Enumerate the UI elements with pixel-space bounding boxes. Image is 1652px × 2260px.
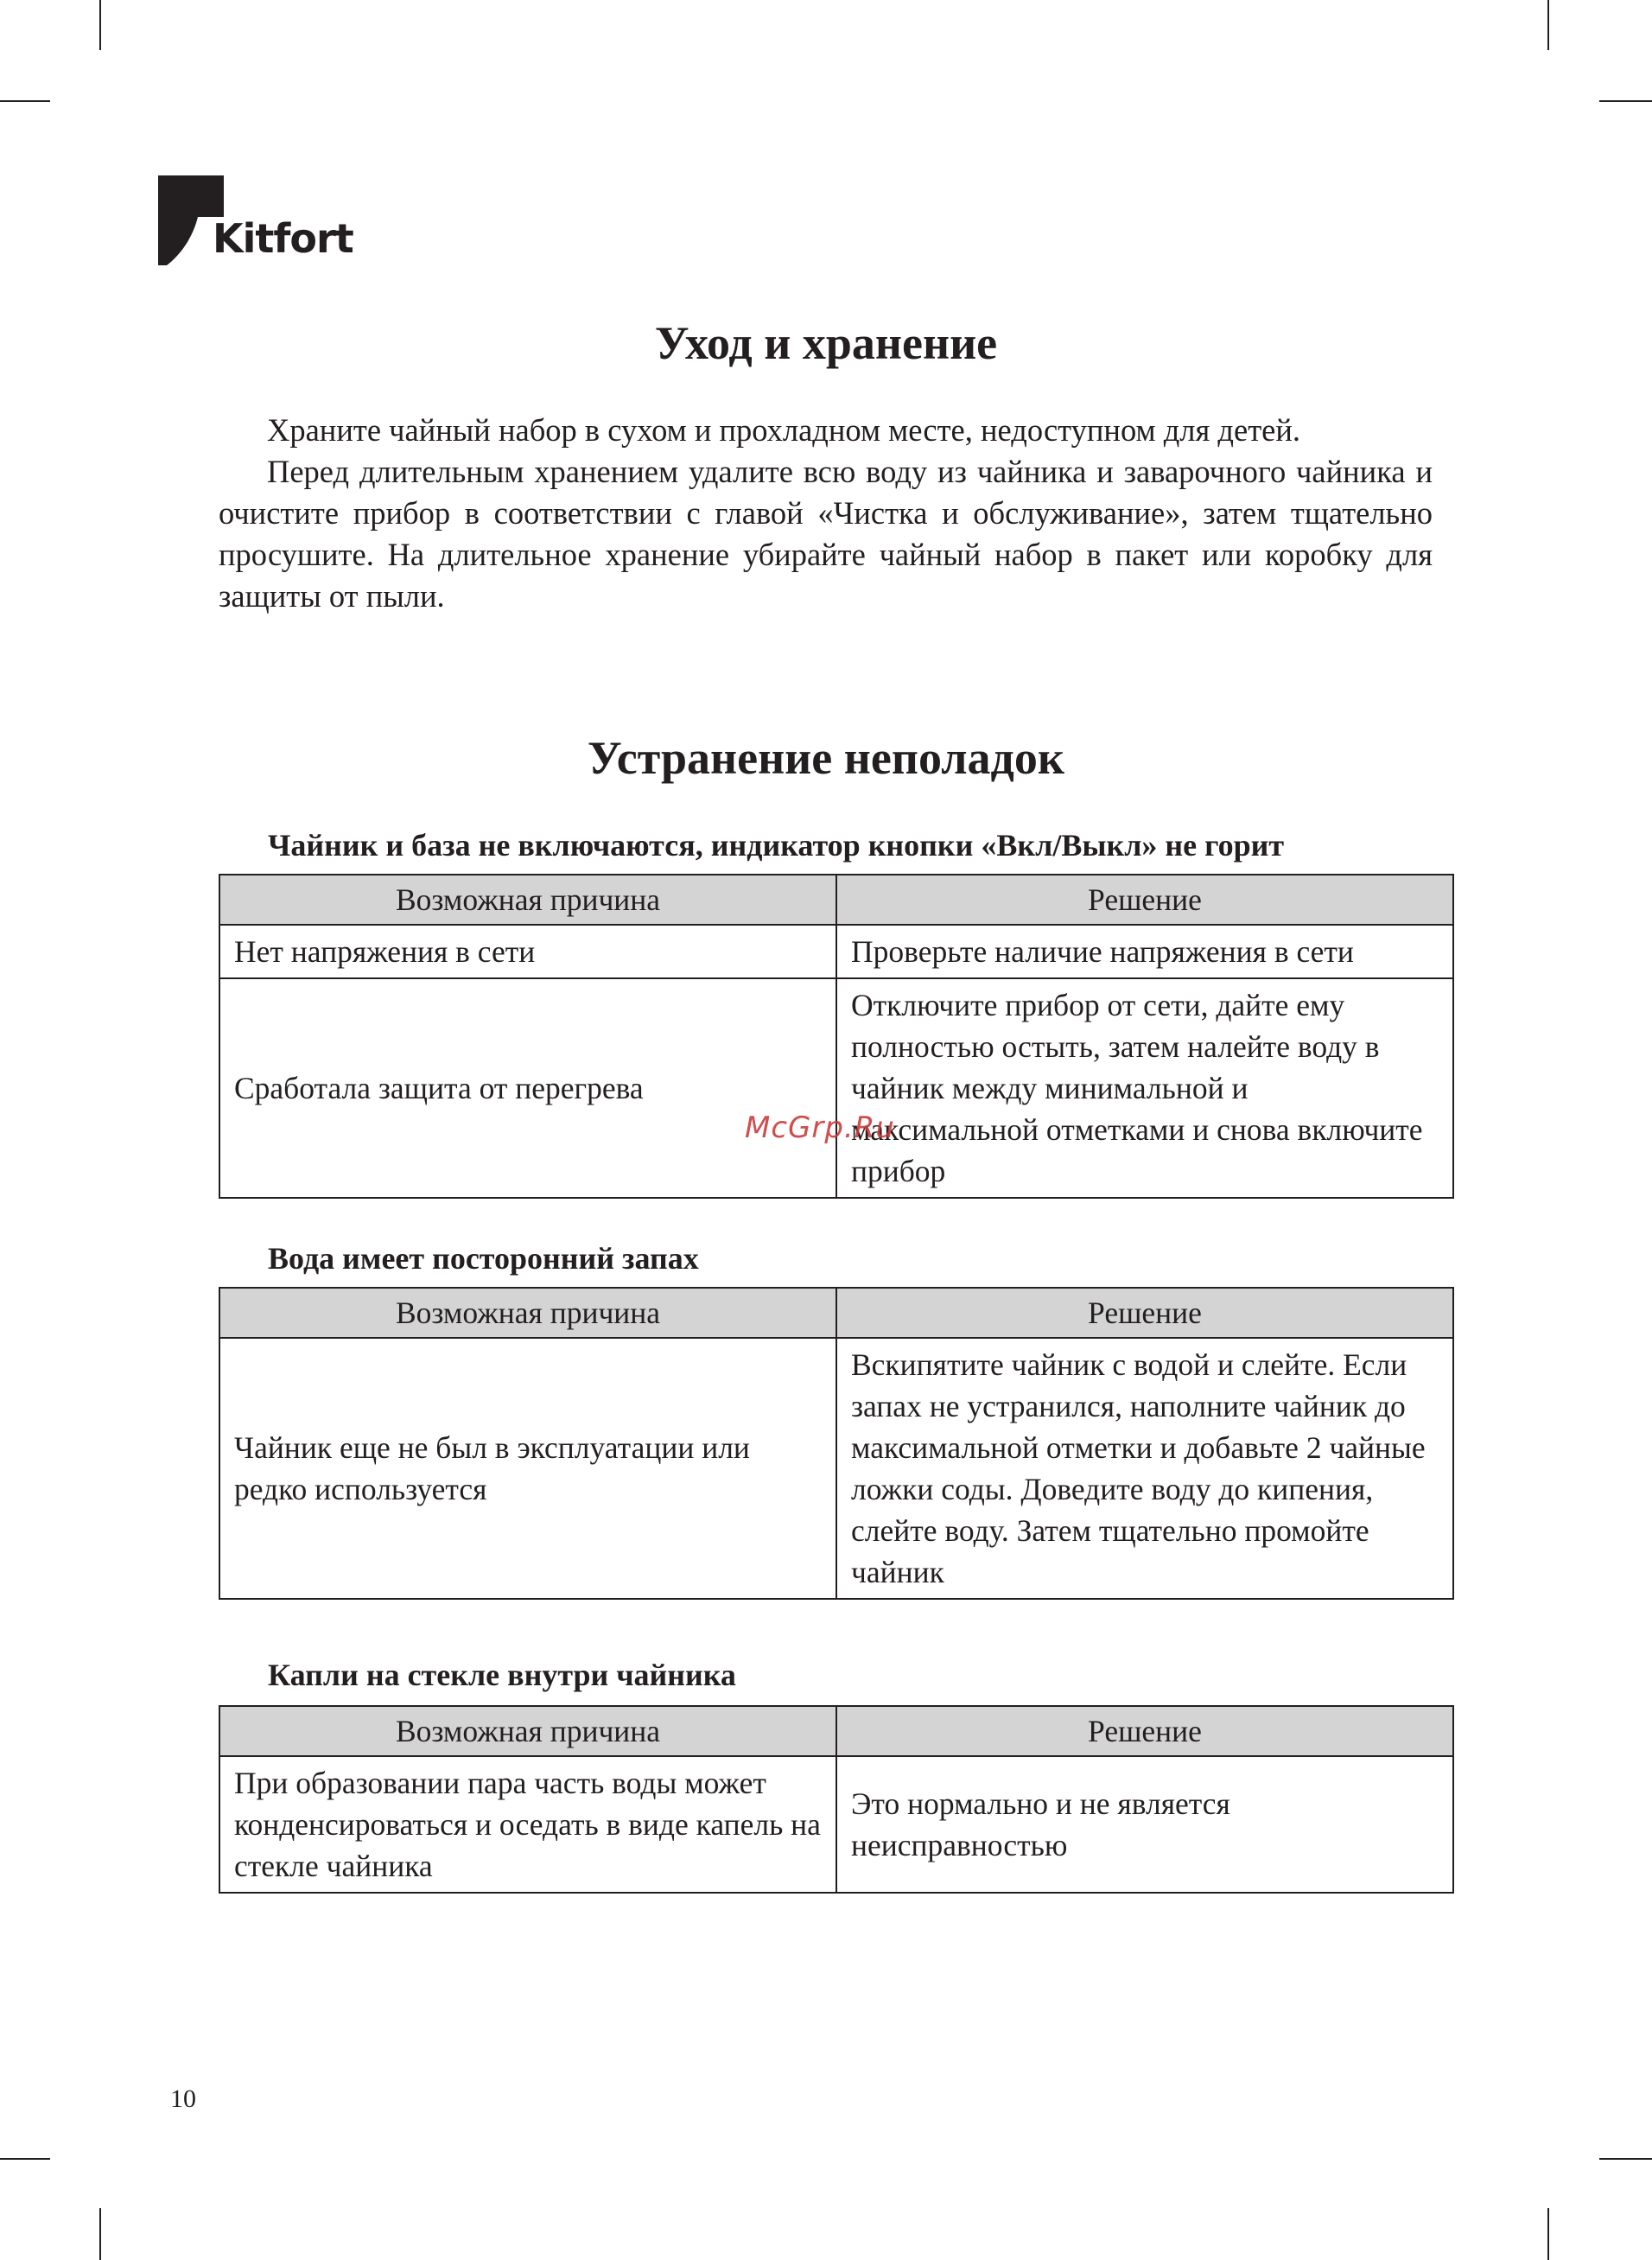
column-header-solution: Решение bbox=[836, 875, 1453, 925]
troubleshooting-table bbox=[219, 1705, 1454, 1894]
crop-mark bbox=[1547, 2208, 1549, 2260]
care-paragraph: Храните чайный набор в сухом и прохладном месте, недоступном для детей. bbox=[267, 412, 1301, 448]
table-row bbox=[219, 1338, 1453, 1599]
crop-mark bbox=[0, 100, 50, 102]
column-header-solution: Решение bbox=[836, 1288, 1453, 1338]
column-header-solution: Решение bbox=[836, 1706, 1453, 1756]
care-title: Уход и хранение bbox=[654, 317, 998, 369]
troubleshooting-title: Устранение неполадок bbox=[588, 732, 1064, 784]
column-header-cause: Возможная причина bbox=[219, 1706, 836, 1756]
table-row bbox=[219, 925, 1453, 978]
cause-cell: Нет напряжения в сети bbox=[219, 925, 836, 978]
column-header-cause: Возможная причина bbox=[219, 875, 836, 925]
crop-mark bbox=[99, 0, 101, 50]
table-header-row bbox=[219, 1288, 1453, 1338]
cause-cell: Сработала защита от перегрева bbox=[219, 978, 836, 1198]
table-heading: Капли на стекле внутри чайника bbox=[268, 1658, 736, 1692]
table-header-row bbox=[219, 1706, 1453, 1756]
cause-cell: Чайник еще не был в эксплуатации или редко используется bbox=[219, 1338, 836, 1599]
solution-cell: Проверьте наличие напряжения в сети bbox=[836, 925, 1453, 978]
crop-mark bbox=[99, 2208, 101, 2260]
page-number: 10 bbox=[170, 2085, 196, 2113]
table-row bbox=[219, 1756, 1453, 1893]
table-heading: Вода имеет посторонний запах bbox=[268, 1241, 699, 1276]
care-paragraph: Перед длительным хранением удалите всю воду из чайника и заварочного чайника и очистите прибор в соответствии с главой «Чистка и обслуживание», затем тщательно просушите. На длительное хранение убирайте чайный набор в пакет или коробку для защиты от пыли. bbox=[219, 454, 1433, 614]
watermark: McGrp.Ru bbox=[745, 1111, 895, 1145]
brand-logo bbox=[158, 175, 353, 271]
crop-mark bbox=[1599, 2158, 1652, 2160]
crop-mark bbox=[0, 2158, 50, 2160]
troubleshooting-table bbox=[219, 874, 1454, 1199]
crop-mark bbox=[1547, 0, 1549, 50]
troubleshooting-table bbox=[219, 1287, 1454, 1600]
care-text bbox=[219, 410, 1433, 617]
column-header-cause: Возможная причина bbox=[219, 1288, 836, 1338]
table-heading: Чайник и база не включаются, индикатор кнопки «Вкл/Выкл» не горит bbox=[268, 828, 1285, 863]
cause-cell: При образовании пара часть воды может конденсироваться и оседать в виде капель на стекле чайника bbox=[219, 1756, 836, 1893]
solution-cell: Это нормально и не является неисправностью bbox=[836, 1756, 1453, 1893]
brand-name: Kitfort bbox=[213, 215, 353, 262]
crop-mark bbox=[1599, 100, 1652, 102]
solution-cell: Вскипятите чайник с водой и слейте. Если запах не устранился, наполните чайник до максимальной отметки и добавьте 2 чайные ложки соды. Доведите воду до кипения, слейте воду. Затем тщательно промойте чайник bbox=[836, 1338, 1453, 1599]
table-header-row bbox=[219, 875, 1453, 925]
table-row bbox=[219, 978, 1453, 1198]
solution-cell: Отключите прибор от сети, дайте ему полностью остыть, затем налейте воду в чайник между минимальной и максимальной отметками и снова включите прибор bbox=[836, 978, 1453, 1198]
